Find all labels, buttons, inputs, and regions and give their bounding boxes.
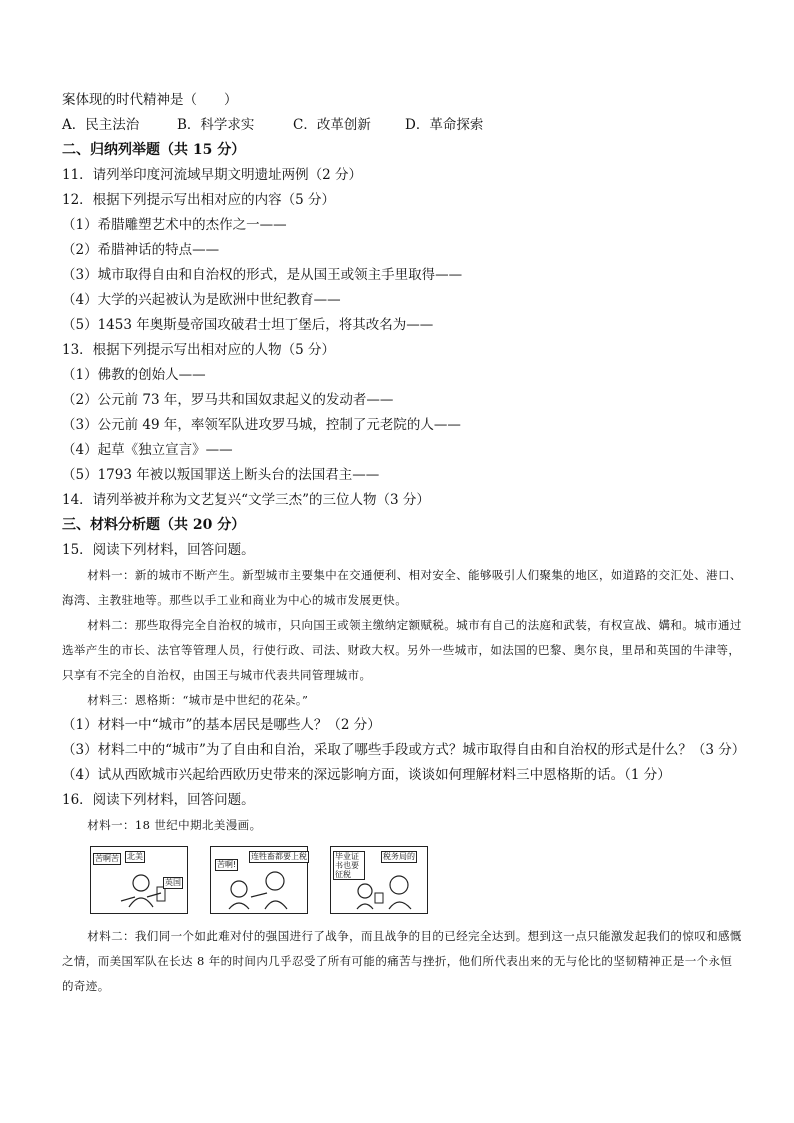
q10-tail: 案体现的时代精神是（ ） xyxy=(62,92,238,108)
q15-stem: 15．阅读下列材料，回答问题。 xyxy=(62,542,255,558)
section2-title: 二、归纳列举题（共 15 分） xyxy=(62,142,246,158)
q13-item-2: （2）公元前 73 年，罗马共和国奴隶起义的发动者—— xyxy=(62,392,394,408)
q12-item-3: （3）城市取得自由和自治权的形式，是从国王或领主手里取得—— xyxy=(62,267,463,283)
cartoon-panel-2 xyxy=(210,846,308,914)
q16-material-2: 材料二：我们同一个如此难对付的强国进行了战争，而且战争的目的已经完全达到。想到这一点只能激发起我们的惊叹和感慨之情，而美国军队在长达 8 年的时间内几乎忍受了所有可能的痛苦与挫折，他们所代表出来的无与伦比的坚韧精神正是一个永恒的奇迹。 xyxy=(62,929,742,993)
q15-material-1: 材料一：新的城市不断产生。新型城市主要集中在交通便利、相对安全、能够吸引人们聚集的地区，如道路的交汇处、港口、海湾、主教驻地等。那些以手工业和商业为中心的城市发展更快。 xyxy=(62,568,742,607)
option-d[interactable]: D．革命探索 xyxy=(405,117,484,133)
cartoon-label-kua: 苦啊! xyxy=(217,860,237,869)
option-a[interactable]: A．民主法治 xyxy=(62,117,140,133)
section3-title: 三、材料分析题（共 20 分） xyxy=(62,517,246,533)
q12-item-4: （4）大学的兴起被认为是欧洲中世纪教育—— xyxy=(62,292,341,308)
q12-stem: 12．根据下列提示写出相对应的内容（5 分） xyxy=(62,192,336,208)
cartoon-label-tax-bureau: 税务局的 xyxy=(383,852,415,861)
q12-item-2: （2）希腊神话的特点—— xyxy=(62,242,220,258)
q11: 11．请列举印度河流域早期文明遗址两例（2 分） xyxy=(62,167,363,183)
cartoon-label-kuaku: 苦啊苦 xyxy=(95,854,119,863)
q10-options xyxy=(62,113,742,138)
q13-stem: 13．根据下列提示写出相对应的人物（5 分） xyxy=(62,342,336,358)
q15-question-3: （3）材料二中的“城市”为了自由和自治，采取了哪些手段或方式？城市取得自由和自治权的形式是什么？（3 分） xyxy=(62,742,746,758)
q14: 14．请列举被并称为文艺复兴“文学三杰”的三位人物（3 分） xyxy=(62,492,430,508)
exam-page xyxy=(62,88,746,999)
q16-material-1: 材料一：18 世纪中期北美漫画。 xyxy=(87,818,262,832)
q12-item-5: （5）1453 年奥斯曼帝国攻破君士坦丁堡后，将其改名为—— xyxy=(62,317,434,333)
q12-item-1: （1）希腊雕塑艺术中的杰作之一—— xyxy=(62,217,287,233)
q15-material-2: 材料二：那些取得完全自治权的城市，只向国王或领主缴纳定额赋税。城市有自己的法庭和武装，有权宣战、媾和。城市通过选举产生的市长、法官等管理人员，行使行政、司法、财政大权。另外一些城市，如法国的巴黎、奥尔良，里昂和英国的牛津等，只享有不完全的自治权，由国王与城市代表共同管理城市。 xyxy=(62,618,742,682)
q15-question-4: （4）试从西欧城市兴起给西欧历史带来的深远影响方面，谈谈如何理解材料三中恩格斯的话。（1 分） xyxy=(62,767,671,783)
q13-item-3: （3）公元前 49 年，率领军队进攻罗马城，控制了元老院的人—— xyxy=(62,417,461,433)
q15-question-1: （1）材料一中“城市”的基本居民是哪些人？（2 分） xyxy=(62,717,381,733)
cartoon-label-yingguo: 英国 xyxy=(165,878,181,887)
option-b[interactable]: B．科学求实 xyxy=(177,117,255,133)
q16-stem: 16．阅读下列材料，回答问题。 xyxy=(62,792,255,808)
cartoon-label-diploma-tax: 毕业证书也要征税 xyxy=(333,851,365,880)
q13-item-4: （4）起草《独立宣言》—— xyxy=(62,442,233,458)
q15-material-3: 材料三：恩格斯：“城市是中世纪的花朵。” xyxy=(87,693,309,707)
q13-item-1: （1）佛教的创始人—— xyxy=(62,367,206,383)
cartoon-label-beimei: 北美 xyxy=(127,852,143,861)
cartoon-panel-1 xyxy=(90,846,188,914)
option-c[interactable]: C．改革创新 xyxy=(293,117,371,133)
cartoon-label-livestock-tax: 连牲畜都要上税 xyxy=(251,852,307,861)
q13-item-5: （5）1793 年被以叛国罪送上断头台的法国君主—— xyxy=(62,467,380,483)
cartoon-panel-3 xyxy=(330,846,428,914)
cartoon-strip xyxy=(90,846,742,916)
